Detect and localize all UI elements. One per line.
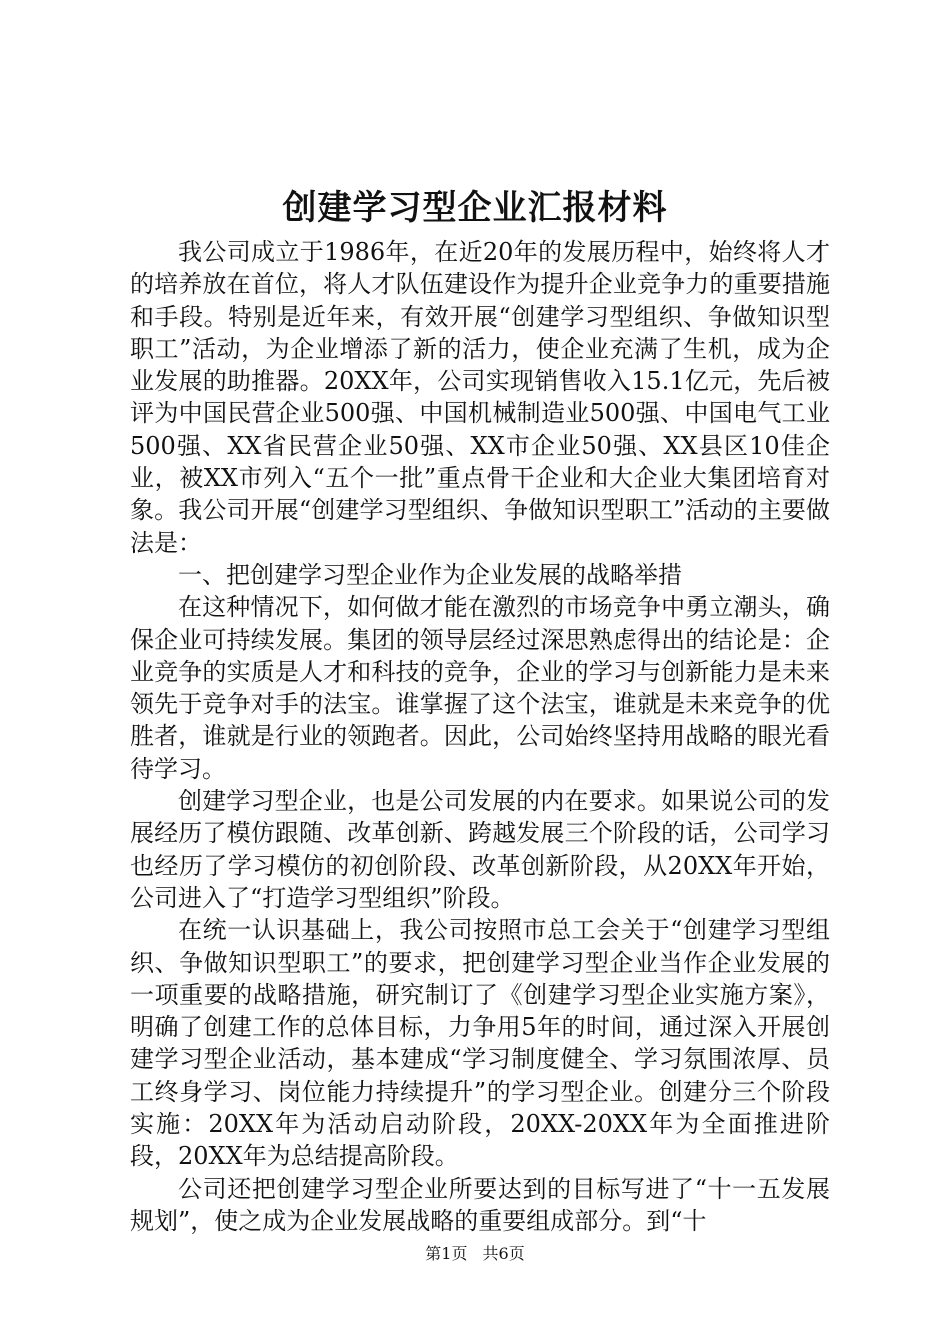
page-footer (0, 1244, 950, 1264)
paragraph-internal-requirement: 创建学习型企业，也是公司发展的内在要求。如果说公司的发展经历了模仿跟随、改革创新、跨越发展三个阶段的话，公司学习也经历了学习模仿的初创阶段、改革创新阶段，从20XX年开始，公司进入了“打造学习型组织”阶段。 (130, 787, 830, 912)
paragraph-development-plan: 公司还把创建学习型企业所要达到的目标写进了“十一五发展规划”，使之成为企业发展战略的重要组成部分。到“十 (130, 1174, 830, 1235)
paragraph-implementation-plan: 在统一认识基础上，我公司按照市总工会关于“创建学习型组织、争做知识型职工”的要求，把创建学习型企业当作企业发展的一项重要的战略措施，研究制订了《创建学习型企业实施方案》，明确了创建工作的总体目标，力争用5年的时间，通过深入开展创建学习型企业活动，基本建成“学习制度健全、学习氛围浓厚、员工终身学习、岗位能力持续提升”的学习型企业。创建分三个阶段实施：20XX年为活动启动阶段，20XX-20XX年为全面推进阶段，20XX年为总结提高阶段。 (130, 916, 830, 1171)
document-body (130, 236, 830, 1237)
page-number: 第1页 (425, 1244, 468, 1263)
document-title: 创建学习型企业汇报材料 (282, 188, 668, 228)
paragraph-intro: 我公司成立于1986年，在近20年的发展历程中，始终将人才的培养放在首位，将人才队伍建设作为提升企业竞争力的重要措施和手段。特别是近年来，有效开展“创建学习型组织、争做知识型职工”活动，为企业增添了新的活力，使企业充满了生机，成为企业发展的助推器。20XX年，公司实现销售收入15.1亿元，先后被评为中国民营企业500强、中国机械制造业500强、中国电气工业500强、XX省民营企业50强、XX市企业50强、XX县区10佳企业，被XX市列入“五个一批”重点骨干企业和大企业大集团培育对象。我公司开展“创建学习型组织、争做知识型职工”活动的主要做法是： (130, 238, 830, 557)
section-heading-1: 一、把创建学习型企业作为企业发展的战略举措 (178, 560, 682, 589)
paragraph-strategy: 在这种情况下，如何做才能在激烈的市场竞争中勇立潮头，确保企业可持续发展。集团的领导层经过深思熟虑得出的结论是：企业竞争的实质是人才和科技的竞争，企业的学习与创新能力是未来领先于竞争对手的法宝。谁掌握了这个法宝，谁就是未来竞争的优胜者，谁就是行业的领跑者。因此，公司始终坚持用战略的眼光看待学习。 (130, 593, 830, 783)
page-total: 共6页 (482, 1244, 525, 1263)
